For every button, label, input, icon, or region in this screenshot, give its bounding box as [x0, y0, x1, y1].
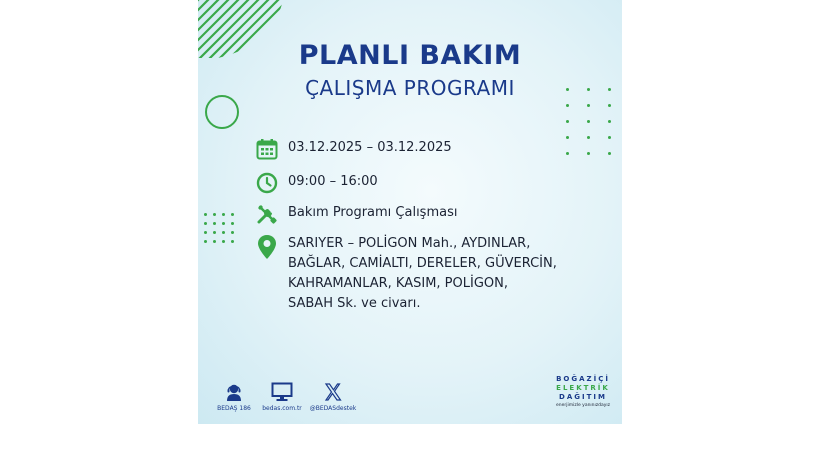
decorative-dots-left — [204, 213, 236, 245]
x-logo-icon — [323, 382, 343, 402]
address-line: KAHRAMANLAR, KASIM, POLİGON, — [288, 276, 508, 291]
footer-web[interactable] — [260, 382, 304, 412]
page-title: PLANLI BAKIM — [298, 40, 522, 71]
work-type-row — [256, 203, 457, 225]
work-type: Bakım Programı Çalışması — [288, 205, 458, 220]
support-agent-icon — [224, 382, 244, 402]
logo-line-3: DAĞITIM — [559, 393, 607, 401]
phone-label: BEDAŞ 186 — [217, 405, 251, 412]
tools-icon — [256, 203, 278, 225]
web-label: bedas.com.tr — [262, 405, 302, 412]
decorative-ring — [205, 95, 239, 129]
time-row — [256, 172, 378, 194]
logo-line-1: BOĞAZİÇİ — [556, 375, 610, 383]
footer-social[interactable] — [306, 382, 360, 412]
date-range: 03.12.2025 – 03.12.2025 — [288, 140, 452, 155]
calendar-icon — [256, 138, 278, 160]
social-label: @BEDASdestek — [309, 405, 357, 412]
address-text — [288, 234, 558, 314]
announcement-card — [198, 0, 622, 424]
monitor-icon — [271, 382, 293, 402]
time-range: 09:00 – 16:00 — [288, 174, 378, 189]
company-logo — [552, 375, 614, 408]
location-pin-icon — [256, 234, 278, 260]
address-row — [256, 234, 558, 314]
clock-icon — [256, 172, 278, 194]
address-line: SARIYER – POLİGON Mah., AYDINLAR, — [288, 236, 531, 251]
date-row — [256, 138, 452, 160]
logo-line-2: ELEKTRİK — [556, 384, 610, 392]
address-line: SABAH Sk. ve civarı. — [288, 296, 421, 311]
footer-phone[interactable] — [216, 382, 252, 412]
page-subtitle: ÇALIŞMA PROGRAMI — [305, 76, 515, 100]
address-line: BAĞLAR, CAMİALTI, DERELER, GÜVERCİN, — [288, 256, 557, 271]
logo-tagline: enerjimizle yanınızdayız — [555, 403, 611, 408]
